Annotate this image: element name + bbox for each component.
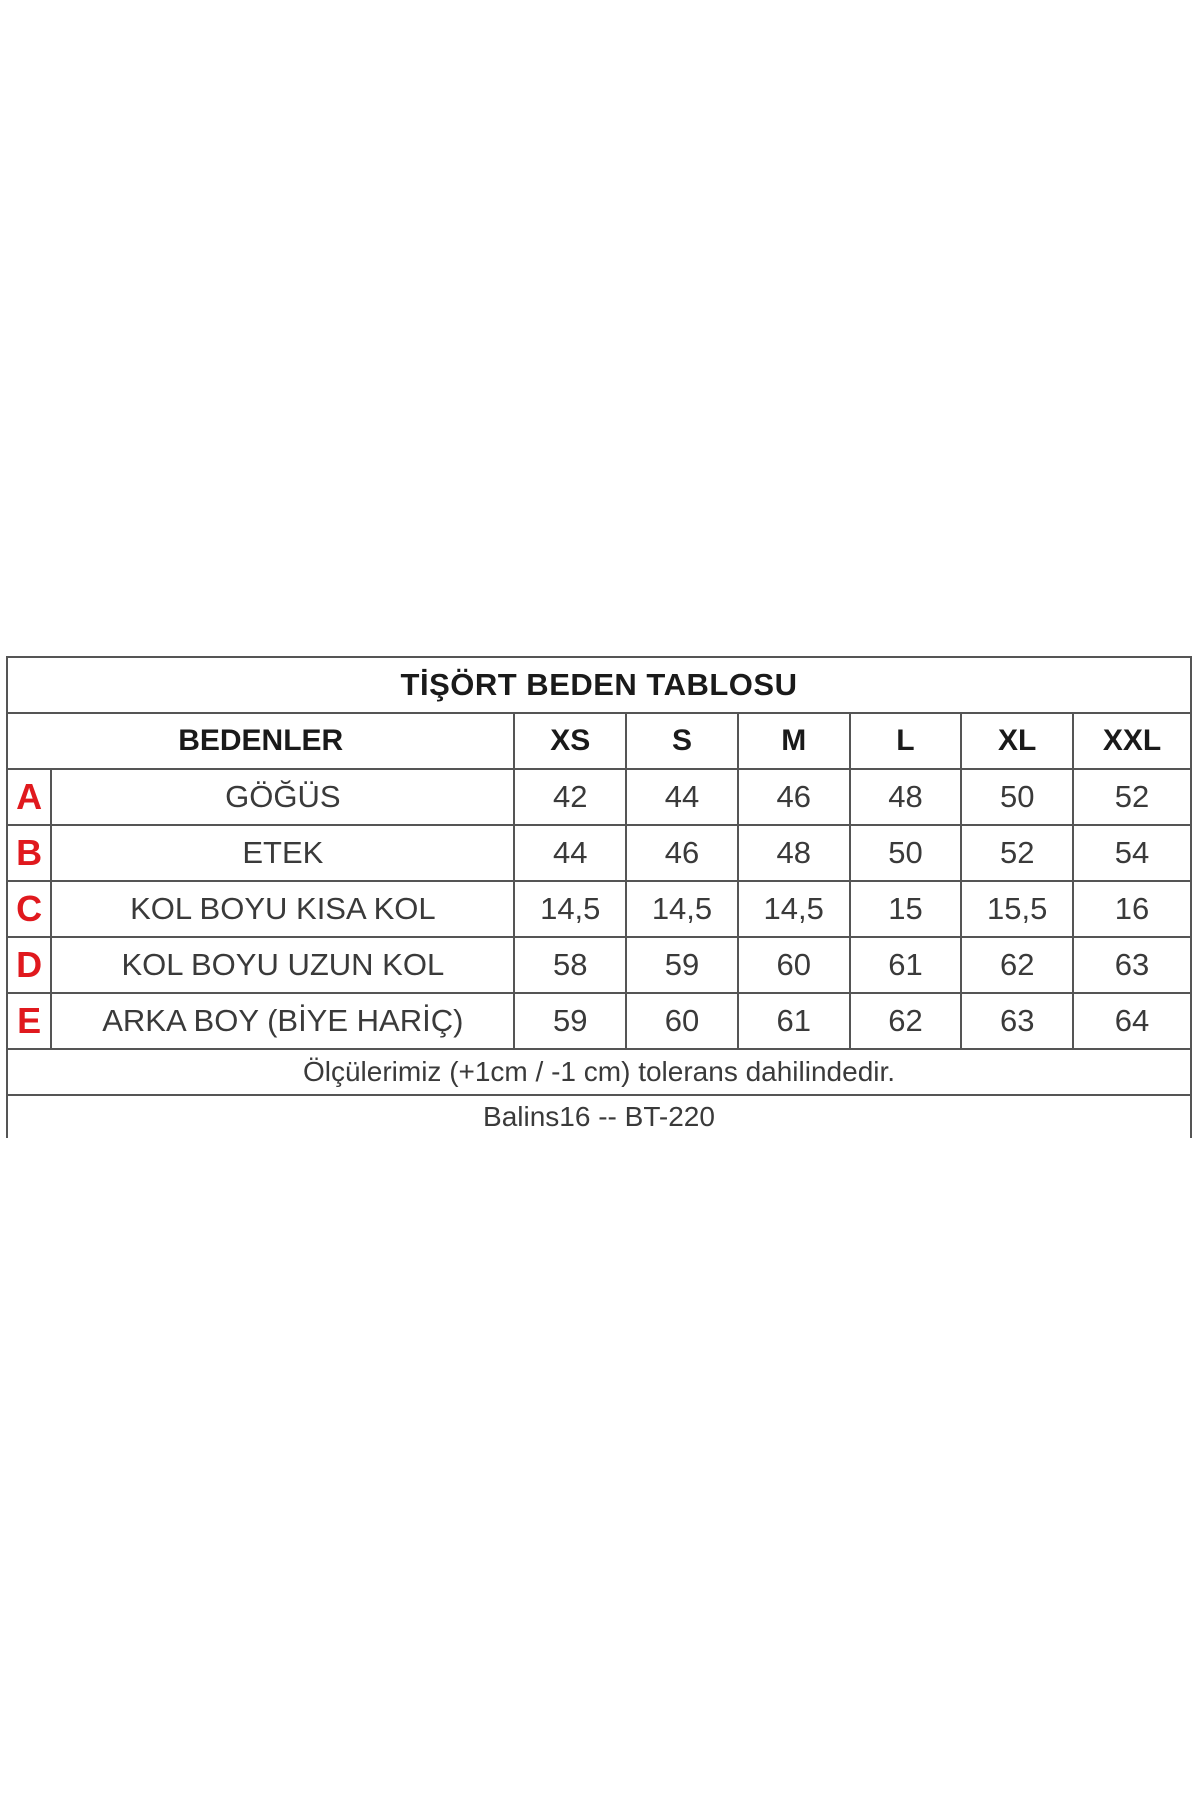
cell-value: 50 [850,825,962,881]
cell-value: 58 [514,937,626,993]
table-row [7,993,1191,1049]
cell-value: 48 [738,825,850,881]
cell-value: 46 [626,825,738,881]
row-label: KOL BOYU UZUN KOL [51,937,514,993]
cell-value: 63 [1073,937,1191,993]
tolerance-note-row [7,1049,1191,1095]
header-size: XL [961,713,1073,769]
header-size: L [850,713,962,769]
cell-value: 15 [850,881,962,937]
cell-value: 44 [626,769,738,825]
cell-value: 61 [738,993,850,1049]
row-label: GÖĞÜS [51,769,514,825]
header-size: M [738,713,850,769]
cell-value: 59 [514,993,626,1049]
cell-value: 52 [961,825,1073,881]
cell-value: 50 [961,769,1073,825]
table-row [7,937,1191,993]
title-row [7,657,1191,713]
cell-value: 15,5 [961,881,1073,937]
cell-value: 54 [1073,825,1191,881]
table-row [7,825,1191,881]
row-letter: E [7,993,51,1049]
cell-value: 46 [738,769,850,825]
header-row [7,713,1191,769]
cell-value: 62 [961,937,1073,993]
table-row [7,881,1191,937]
cell-value: 42 [514,769,626,825]
row-label: KOL BOYU KISA KOL [51,881,514,937]
cell-value: 48 [850,769,962,825]
header-size: XS [514,713,626,769]
cell-value: 44 [514,825,626,881]
row-label: ARKA BOY (BİYE HARİÇ) [51,993,514,1049]
size-chart-table [6,656,1192,1138]
tolerance-note: Ölçülerimiz (+1cm / -1 cm) tolerans dahilindedir. [7,1049,1191,1095]
product-code-row [7,1095,1191,1138]
cell-value: 60 [738,937,850,993]
table-title: TİŞÖRT BEDEN TABLOSU [7,657,1191,713]
product-code: Balins16 -- BT-220 [7,1095,1191,1138]
cell-value: 62 [850,993,962,1049]
row-letter: B [7,825,51,881]
row-letter: C [7,881,51,937]
header-size: XXL [1073,713,1191,769]
cell-value: 52 [1073,769,1191,825]
cell-value: 64 [1073,993,1191,1049]
row-letter: A [7,769,51,825]
cell-value: 14,5 [738,881,850,937]
cell-value: 14,5 [626,881,738,937]
cell-value: 63 [961,993,1073,1049]
cell-value: 16 [1073,881,1191,937]
table-row [7,769,1191,825]
row-letter: D [7,937,51,993]
cell-value: 61 [850,937,962,993]
cell-value: 60 [626,993,738,1049]
row-label: ETEK [51,825,514,881]
header-label: BEDENLER [7,713,514,769]
header-size: S [626,713,738,769]
cell-value: 59 [626,937,738,993]
cell-value: 14,5 [514,881,626,937]
